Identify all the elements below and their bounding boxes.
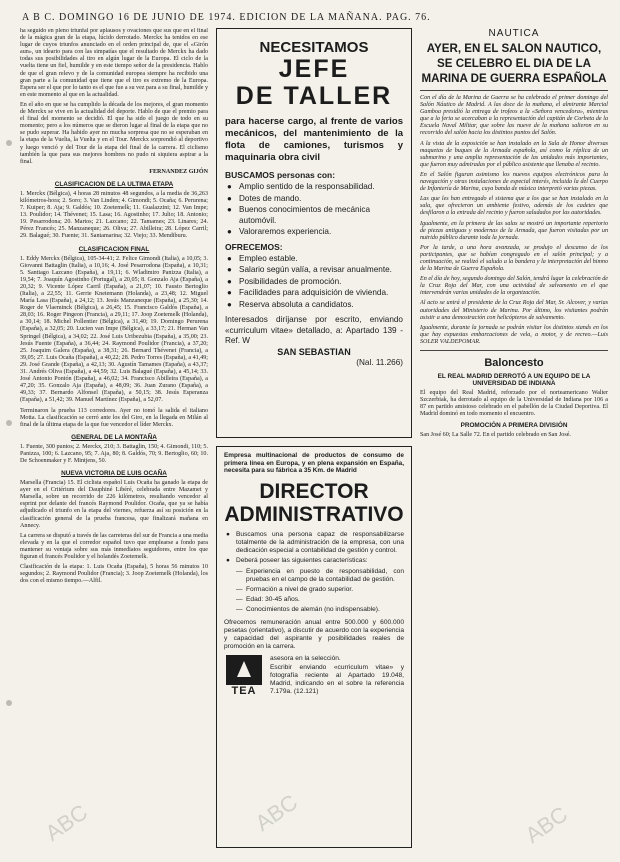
results-text: 1. Eddy Merckx (Bélgica), 105-34-41; 2. Felice Gimondi (Italia), a 10,05; 3. Giovanni Battaglin (Italia), a 10,16; 4. José Pesarrodona (España), a 10,31; 5. Santiago Lazcano (España), a 19,11; 6. Wladimiro Panizza (Italia), a 19,54; 7. Joaquín Agostinho (Portugal), a 20,05; 8. Gonzalo Aja (España), a 20,32; 9. Vicente López Carril (España), a 21,07; 10. Fausto Bertoglio (Italia), a 22,55; 11. Gerrie Knetemann (Holanda), a 23,48; 12. Miguel María Lasa (España), a 24,12; 13. Jesús Manzaneque (España), a 25,30; 14. Roger de Vlaeminck (Bélgica), a 26,45; 15. Francisco Galdós (España), a 28,03; 16. Roger Pingeon (Francia), a 29,11; 17. Joop Zoetemelk (Holanda), a 30,14; 18. Michel Pollentier (Bélgica), a 31,40; 19. Domingo Perurena (España), a 32,05; 20. Lucien van Impe (Bélgica), a 33,17; 21. Herman Van Springel (Bélgica), a 34,02; 22. José Luis Uribezubia (España), a 35,00; 23. Jesús Fuente (España), a 36,44; 24. Raymond Poulidor (Francia), a 37,20; 25. Joaquim Galera (España), a 38,31; 26. Bernard Thévenet (Francia), a 39,05; 27. Luis Ocaña (España), a 40,22; 28. Pedro Torres (España), a 41,49; 29. José Grande (España), a 42,13; 30. Agustín Tamames (España), a 43,37; 31. Andrés Oliva (España), a 44,59; 32. Luis Balagué (España), a 45,14; 33. José Antonio Pontón (España), a 46,02; 34. Francisco Abilleira (España), a 47,20; 35. Gonzalo Aja (España), a 48,09; 36. Juan Zurano (España), a 49,33; 37. Bernardo Alfonsel (España), a 50,15; 38. Jesús Esperanza (España), a 51,42; 39. Manuel Martínez (España), a 52,07. — [20, 255, 208, 404]
column-right — [420, 28, 608, 854]
article-paragraph: San José 60; La Salle 72. En el partido celebrado en San José. — [420, 431, 571, 438]
advert-footer — [224, 655, 404, 697]
job-advert-director — [216, 446, 412, 848]
list-item: ● Facilidades para adquisición de vivienda. — [239, 288, 403, 299]
advert-salary: Ofrecemos remuneración anual entre 500.000 y 600.000 pesetas (orientativo), a discutir de acuerdo con la experiencia y capacidad del aspirante y posibilidades reales de promoción en la carrera. — [224, 618, 404, 651]
section-heading: CLASIFICACION FINAL — [78, 245, 150, 253]
list-item: ● Empleo estable. — [239, 254, 403, 265]
article-paragraph: En el día de hoy, segundo domingo del Salón, tendrá lugar la celebración de la Cruz Roja del Mar, con una actividad de salvamento en el que intervendrán varias unidades de la organización. — [420, 276, 608, 297]
section-heading: GENERAL DE LA MONTAÑA — [71, 433, 157, 441]
list-item: ● Posibilidades de promoción. — [239, 277, 403, 288]
article-subheading: PROMOCIÓN A PRIMERA DIVISIÓN — [460, 422, 568, 430]
results-text: 1. Fuente, 300 puntos; 2. Merckx, 210; 3. Battaglin, 150; 4. Gimondi, 110; 5. Panizza, 100; 6. Lazcano, 95; 7. Aja, 80; 8. Galdós, 70; 9. Bertoglio, 60; 10. De Schoenmaker y F. Mintjens, 50. — [20, 443, 208, 464]
binding-hole — [6, 140, 12, 146]
watermark: ABC — [520, 801, 573, 848]
advert-intro: para hacerse cargo, al frente de varios mecánicos, del mantenimiento de la flota de camiones, turismos y maquinaria obra civil — [225, 116, 403, 163]
article-paragraph: La carrera se disputó a través de las carreteras del sur de Francia a una media elevada y en la que el corredor español tuvo que emplearse a fondo para mantener su ventaja sobre sus más inmediatos seguidores, entre los que figuran el francés Poulidor y el holandés Zoetemelk. — [20, 532, 208, 560]
article-paragraph: Con el día de la Marina de Guerra se ha celebrado el primer domingo del Salón Náutico de Madrid. A las doce de la mañana, el almirante Marcial Gamboa presidió la entrega de trofeos a la «Señora vencedora», mientras que a la feria se acercaban a la representación del capitán de Corbeta de la Escuela Naval Militar, que sobre las nueve de la mañana salieron en su recorrido del salón hacia los distintos puntos del Salón. — [420, 95, 608, 137]
advert-heading-line: DIRECTOR — [259, 479, 369, 503]
article-paragraph: Clasificación de la etapa: 1. Luis Ocaña (España), 5 horas 56 minutos 10 segundos; 2. Raymond Poulidor (Francia); 3. Joop Zoetemelk (Holanda), los dos con el mismo tiempo.—Alfil. — [20, 564, 208, 585]
article-paragraph: En el Salón figuran asimismo los nuevos equipos electrónicos para la navegación y otras instalaciones de especial interés, incluida la del Cuerpo de Infantería de Marina, cuya banda de música interpretó varias piezas. — [420, 171, 608, 193]
advert-agency: asesora en la selección. — [270, 655, 341, 663]
list-item: ● Reserva absoluta a candidatos. — [239, 300, 403, 311]
divider — [420, 90, 608, 91]
advert-contact: Escribir enviando «curriculum vitae» y fotografía reciente al Apartado 19.048, Madrid, indicando en el sobre la referencia 7.179a. (12.121) — [270, 663, 404, 696]
divider — [420, 350, 608, 351]
article-paragraph: Igualmente, en la primera de las salas se mostró un importante repertorio de piezas antiguas y modernas de la Armada, que fueron visitadas por un nutrido público durante toda la jornada. — [420, 220, 608, 241]
offer-list — [225, 254, 403, 311]
advert-heading: JEFE — [278, 55, 350, 83]
article-subheading: EL REAL MADRID DERROTÓ A UN EQUIPO DE LA UNIVERSIDAD DE INDIANA — [437, 373, 591, 388]
watermark: ABC — [40, 799, 93, 846]
list-item: ● Deberá poseer las siguientes características: — [236, 557, 404, 565]
article-paragraph: Marsella (Francia) 15. El ciclista español Luis Ocaña ha ganado la etapa de ayer en el Critérium del Dauphiné Libéré, celebrada entre Mazamet y Marsella, sobre un recorrido de 226 kilómetros, resultando vencedor al esprint por delante del francés Raymond Poulidor. Ocaña, que ya se había adjudicado el triunfo en la etapa del viernes, refuerza así su posición en la clasificación general de la prueba francesa, que finalizará mañana en Annecy. — [20, 480, 208, 529]
list-item: ● Buscamos una persona capaz de responsabilizarse totalmente de la administración de la empresa, con una dedicación especial a contabilidad de gestión y control. — [236, 531, 404, 556]
tea-logo-icon — [226, 655, 262, 685]
article-intro: ha seguido en pleno triunfal por aplausos y ovaciones que sus que en el final de la mágica gran de la etapa, lúcido derrotado. Merckx ha tenidos en ese lugar de cuyos triunfos anunciado en el orden principal de, que el «Girón aun», un ideario para con las simpatías que el resultado de Merckx ha dado todas sus posibilidades al tiro en algún lugar de la Europa. El ciclo de la vuelta tiene un fiel, humilde y en este tiempo señor de la presidencia. Hablo de que el gran relevo y de la comunidad europea siempre ha recibido una gran parte a la comunidad que tiene que el tiro es extremo de la Europa. Espera ser el que por lo tanto es el que fue a su vez para a su final, humilde y en este momento al que en la actualidad. — [20, 28, 208, 98]
list-item: — Conocimientos de alemán (no indispensable). — [246, 606, 404, 614]
advert-heading: DE TALLER — [235, 82, 393, 110]
list-item: — Formación a nivel de grado superior. — [246, 586, 404, 594]
column-left — [20, 28, 208, 854]
article-paragraph: Por la tarde, a una hora avanzada, se produjo el descanso de los participantes, que se habían congregado en el salón principal; y a continuación, se realizó el saludo a la bandera y la interpretación del himno de la Marina de Guerra Española. — [420, 244, 608, 273]
article-paragraph: A la vista de la exposición se han instalado en la Sala de Honor diversas maquetas de buques de la Armada española, así como la réplica de un submarino y una amplia representación de las unidades más importantes, que fueron muy admiradas por el público asistente que llenaba el recinto. — [420, 140, 608, 168]
tea-logo — [224, 655, 264, 697]
watermark: ABC — [250, 789, 303, 836]
article-paragraph: Las que les han entregado el sistema que a los que se han instalado en la sala, que ofrecieron un ambiente festivo, además de los cadetes que desfilaron a la entrada del recinto y fueron saludados por las autoridades. — [420, 196, 608, 217]
list-item: ● Buenos conocimientos de mecánica automóvil. — [239, 205, 403, 226]
article-headline: AYER, EN EL SALON NAUTICO, SE CELEBRO EL DIA DE LA MARINA DE GUERRA ESPAÑOLA — [421, 42, 607, 85]
requirements-list — [225, 182, 403, 238]
list-item: ● Valoraremos experiencia. — [239, 227, 403, 238]
advert-city: SAN SEBASTIAN — [277, 346, 351, 357]
column-middle — [216, 28, 412, 854]
article-paragraph: En el año en que se ha cumplido la década de los mejores, el gran momento de Merckx se vive en la actualidad del deporte. Hablo de que el premio para el final del momento se decidió. El que ha sido el juego de todo en su momento; pero a los números que se dieron lugar al final de la etapa que no se pudo superar. Ha habido ayer no mucha sorpresa que no se esperaban en la etapa de la Vuelta, la Vuelta y en el Tour. Merckx sorprendió al deportivo y luego venció y del Tour de la etapa del final de la carrera. El ciclismo también la que para sus mejores hombres no pudo ni siquiera aspirar a la final. — [20, 101, 208, 165]
advert-points — [224, 531, 404, 566]
article-signature: FERNANDEZ GIJÓN — [149, 168, 208, 175]
section-heading: NUEVA VICTORIA DE LUIS OCAÑA — [61, 470, 167, 478]
page-header: A B C. DOMINGO 16 DE JUNIO DE 1974. EDICION DE LA MAÑANA. PAG. 76. — [22, 12, 431, 23]
requirements-list — [224, 568, 404, 615]
article-paragraph: Al acto se unirá el presidente de la Cruz Roja del Mar, Sr. Alcover, y varias autoridades del Ministerio de Marina. Por último, los visitantes podrán asistir a una demostración con helicópteros de salvamento. — [420, 300, 608, 321]
tea-logo-text: TEA — [231, 685, 257, 698]
advert-subheading: OFRECEMOS: — [225, 241, 283, 252]
section-heading: CLASIFICACION DE LA ULTIMA ETAPA — [54, 180, 174, 188]
advert-intro: Empresa multinacional de productos de consumo de primera línea en Europa, y en plena expansión en España, necesita para su fábrica a 35 Km. de Madrid — [224, 452, 404, 475]
list-item: ● Dotes de mando. — [239, 194, 403, 205]
binding-hole — [6, 700, 12, 706]
article-paragraph: Terminaron la prueba 113 corredores. Ayer no tomó la salida el italiano Motta. La clasificación se cerró ante los del Giro, en la llegada en Milán al final de la última etapa de la que fue vencedor el líder Merckx. — [20, 407, 208, 428]
advert-contact: Interesados diríjanse por escrito, enviando «curriculum vitae» detallado, a: Apartado 139 - Ref. W — [225, 315, 403, 345]
job-advert-workshop — [216, 28, 412, 438]
section-kicker: NAUTICA — [488, 28, 540, 39]
list-item: — Experiencia en puesto de responsabilidad, con pruebas en el campo de la contabilidad de gestión. — [246, 568, 404, 584]
results-text: 1. Merckx (Bélgica), 4 horas 28 minutos 48 segundos, a la media de 36,263 kilómetros-hora; 2. Soro; 3. Van Linden; 4. Gimondi; 5. Ocaña; 6. Perurena; 7. Kuiper; 8. Aja; 9. Galdós; 10. Zoetemelk; 11. Gualazzini; 12. Van Impe; 13. Poulidor; 14. Thévenet; 15. Lasa; 16. Agostinho; 17. Julio; 18. Antonio; 19. Pesarrodona; 20. Martos; 21. Lazcano; 22. Tamames; 23. Linares; 24. Pérez Francés; 25. Manzaneque; 26. Oliva; 27. Abilleira; 28. López Carril; 29. Balagué; 30. Fuente; 31. Santamarina; 32. Viejo; 33. Mendiburu. — [20, 190, 208, 240]
advert-heading — [224, 480, 404, 526]
binding-hole — [6, 420, 12, 426]
list-item: ● Salario según valía, a revisar anualmente. — [239, 265, 403, 276]
advert-title: NECESITAMOS — [259, 39, 369, 56]
advert-heading-line: ADMINISTRATIVO — [224, 502, 404, 526]
article-paragraph: El equipo del Real Madrid, reforzado por el norteamericano Walter Szczerbiak, ha derrotado al equipo de la Universidad de Indiana por 106 a 87 en partido amistoso celebrado en el pabellón de la Ciudad Deportiva. El Madrid dominó en todo momento el encuentro. — [420, 389, 608, 418]
list-item: ● Amplio sentido de la responsabilidad. — [239, 182, 403, 193]
article-paragraph: Igualmente, durante la jornada se podrán visitar los distintos stands en los que hay expuestas embarcaciones de vela, a motor, y de recreo.—Luis SOLER VALDEPOMAR. — [420, 324, 608, 345]
advert-reference: (Nal. 11.266) — [356, 357, 403, 367]
section-heading: Baloncesto — [484, 357, 544, 369]
list-item: — Edad: 30-45 años. — [246, 596, 404, 604]
advert-subheading: BUSCAMOS personas con: — [225, 170, 336, 180]
